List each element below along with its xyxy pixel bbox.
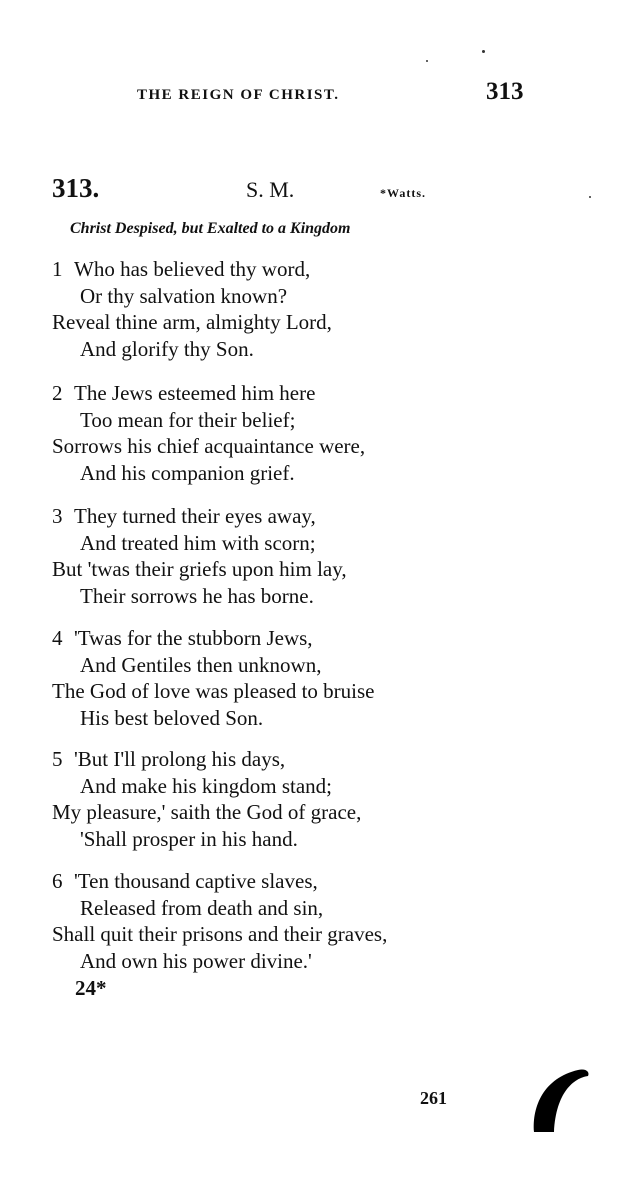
verse-number: 6 [52, 869, 63, 893]
stanza-line: Their sorrows he has borne. [80, 583, 314, 608]
stanza-4 [52, 625, 512, 731]
verse-number: 2 [52, 381, 63, 405]
verse-number: 1 [52, 257, 63, 281]
stanza-line [52, 380, 512, 407]
stanza-line [52, 746, 512, 773]
verse-line-text: 'Twas for the stubborn Jews, [74, 626, 313, 650]
stanza-2 [52, 380, 512, 486]
verse-line-text: Who has believed thy word, [74, 257, 311, 281]
verse-number: 3 [52, 504, 63, 528]
verse-line-text: The Jews esteemed him here [74, 381, 316, 405]
stanza-line: Released from death and sin, [80, 895, 324, 920]
stanza-line: Or thy salvation known? [80, 283, 288, 308]
hymn-meter: S. M. [246, 177, 295, 202]
stanza-line [52, 503, 512, 530]
stanza-line: And treated him with scorn; [80, 530, 316, 555]
stanza-line: Sorrows his chief acquaintance were, [52, 434, 366, 458]
stanza-line: Shall quit their prisons and their graves, [52, 922, 388, 946]
hymn-number: 313. [52, 173, 100, 203]
verse-number: 4 [52, 626, 63, 650]
stanza-line [52, 868, 512, 895]
stanza-line: And make his kingdom stand; [80, 773, 332, 798]
stanza-line: The God of love was pleased to bruise [52, 679, 375, 703]
verse-line-text: 'But I'll prolong his days, [74, 747, 286, 771]
stanza-line: And Gentiles then unknown, [80, 652, 322, 677]
stanza-line: But 'twas their griefs upon him lay, [52, 557, 347, 581]
verse-line-text: 'Ten thousand captive slaves, [74, 869, 318, 893]
stanza-1 [52, 256, 512, 362]
verse-number: 5 [52, 747, 63, 771]
scan-speck [426, 60, 428, 62]
scan-artifact-shape [526, 1066, 592, 1132]
stanza-line: Too mean for their belief; [80, 407, 296, 432]
stanza-line [52, 625, 512, 652]
signature-mark: 24* [75, 976, 107, 1000]
stanza-3 [52, 503, 512, 609]
hymn-subtitle: Christ Despised, but Exalted to a Kingdom [70, 220, 351, 237]
stray-page-mark: 261 [420, 1088, 447, 1108]
stanza-line: And his companion grief. [80, 460, 295, 485]
stanza-line: And glorify thy Son. [80, 336, 254, 361]
stanza-5 [52, 746, 512, 852]
scan-speck [482, 50, 485, 53]
page-number: 313 [486, 78, 524, 105]
scan-speck [589, 196, 591, 198]
verse-line-text: They turned their eyes away, [74, 504, 316, 528]
stanza-line: And own his power divine.' [80, 948, 312, 973]
running-title: THE REIGN OF CHRIST. [137, 87, 340, 103]
stanza-line: My pleasure,' saith the God of grace, [52, 800, 362, 824]
stanza-line: His best beloved Son. [80, 705, 264, 730]
stanza-6 [52, 868, 512, 974]
hymn-author: *Watts. [380, 186, 426, 200]
stanza-line: 'Shall prosper in his hand. [80, 826, 298, 851]
stanza-line [52, 256, 512, 283]
stanza-line: Reveal thine arm, almighty Lord, [52, 310, 332, 334]
